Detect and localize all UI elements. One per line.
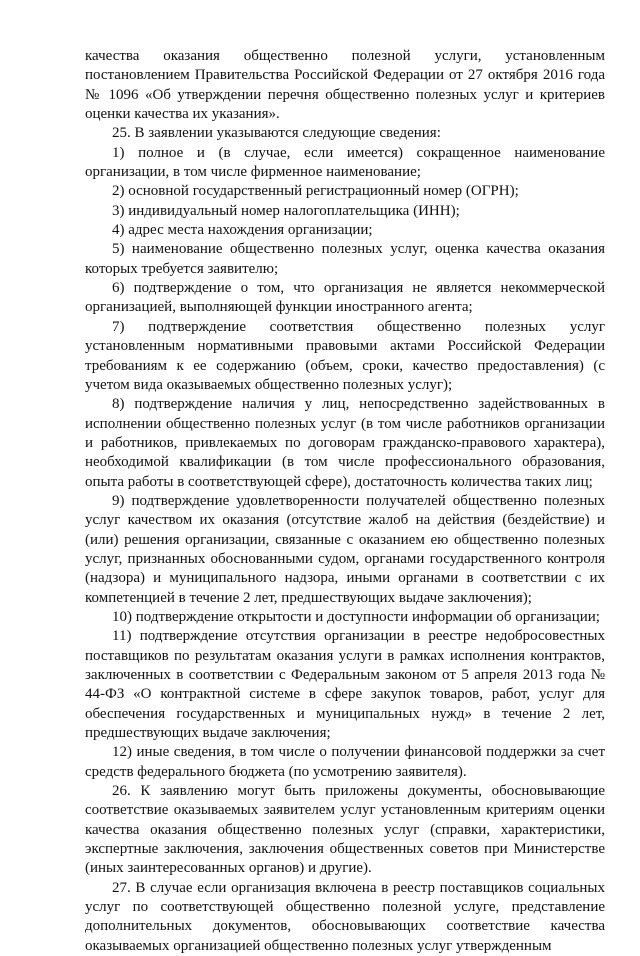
list-item-1: 1) полное и (в случае, если имеется) сокращенное наименование организации, в том числе фирменное наименование;: [85, 144, 605, 181]
list-item-10: 10) подтверждение открытости и доступности информации об организации;: [112, 608, 600, 625]
list-item-11: 11) подтверждение отсутствия организации в реестре недобросовестных поставщиков по результатам оказания услуги в рамках исполнения контрактов, заключенных в соответствии с Федеральным законом от 5 апреля 2013 года № 44-ФЗ «О контрактной системе в сфере закупок товаров, работ, услуг для обеспечения государственных и муниципальных нужд» в течение 2 лет, предшествующих выдаче заключения;: [85, 628, 605, 742]
list-item-5: 5) наименование общественно полезных услуг, оценка качества оказания которых требуется заявителю;: [85, 241, 605, 277]
list-item-9: 9) подтверждение удовлетворенности получателей общественно полезных услуг качеством их оказания (отсутствие жалоб на действия (бездействие) и (или) решения организации, связанные с оказанием ею общественно полезных услуг, признанных обоснованными судом, органами государственного контроля (надзора) и муниципального надзора, иными органами в соответствии с их компетенцией в течение 2 лет, предшествующих выдаче заключения);: [85, 492, 605, 606]
list-item-4: 4) адрес места нахождения организации;: [112, 222, 373, 239]
document-page: [85, 47, 605, 956]
paragraph-26: 26. К заявлению могут быть приложены документы, обосновывающие соответствие оказываемых заявителем услуг установленным критериям оценки качества оказания общественно полезных услуг (справки, характеристики, экспертные заключения, заключения общественных советов при Министерстве (иных заинтересованных органов) и другие).: [85, 783, 605, 877]
list-item-3: 3) индивидуальный номер налогоплательщика (ИНН);: [112, 202, 460, 219]
paragraph-25: 25. В заявлении указываются следующие сведения:: [112, 125, 441, 142]
list-item-7: 7) подтверждение соответствия общественно полезных услуг установленным нормативными правовыми актами Российской Федерации требованиям к ее содержанию (объем, сроки, качество предоставления) (с учетом вида оказываемых общественно полезных услуг);: [85, 318, 605, 393]
list-item-12: 12) иные сведения, в том числе о получении финансовой поддержки за счет средств федерального бюджета (по усмотрению заявителя).: [85, 744, 605, 780]
paragraph-27: 27. В случае если организация включена в реестр поставщиков социальных услуг по соответствующей общественно полезной услуге, представление дополнительных документов, обосновывающих соответствие качества оказываемых организацией общественно полезных услуг утвержденным: [85, 879, 605, 954]
paragraph-continuation: качества оказания общественно полезной услуги, установленным постановлением Правительства Российской Федерации от 27 октября 2016 года № 1096 «Об утверждении перечня общественно полезных услуг и критериев оценки качества их указания».: [85, 48, 605, 123]
list-item-8: 8) подтверждение наличия у лиц, непосредственно задействованных в исполнении общественно полезных услуг (в том числе работников организации и работников, привлекаемых по договорам гражданско-правового характера), необходимой квалификации (в том числе профессионального образования, опыта работы в соответствующей сфере), достаточность количества таких лиц;: [85, 396, 605, 490]
list-item-2: 2) основной государственный регистрационный номер (ОГРН);: [112, 183, 519, 200]
list-item-6: 6) подтверждение о том, что организация не является некоммерческой организацией, выполняющей функции иностранного агента;: [85, 280, 605, 316]
